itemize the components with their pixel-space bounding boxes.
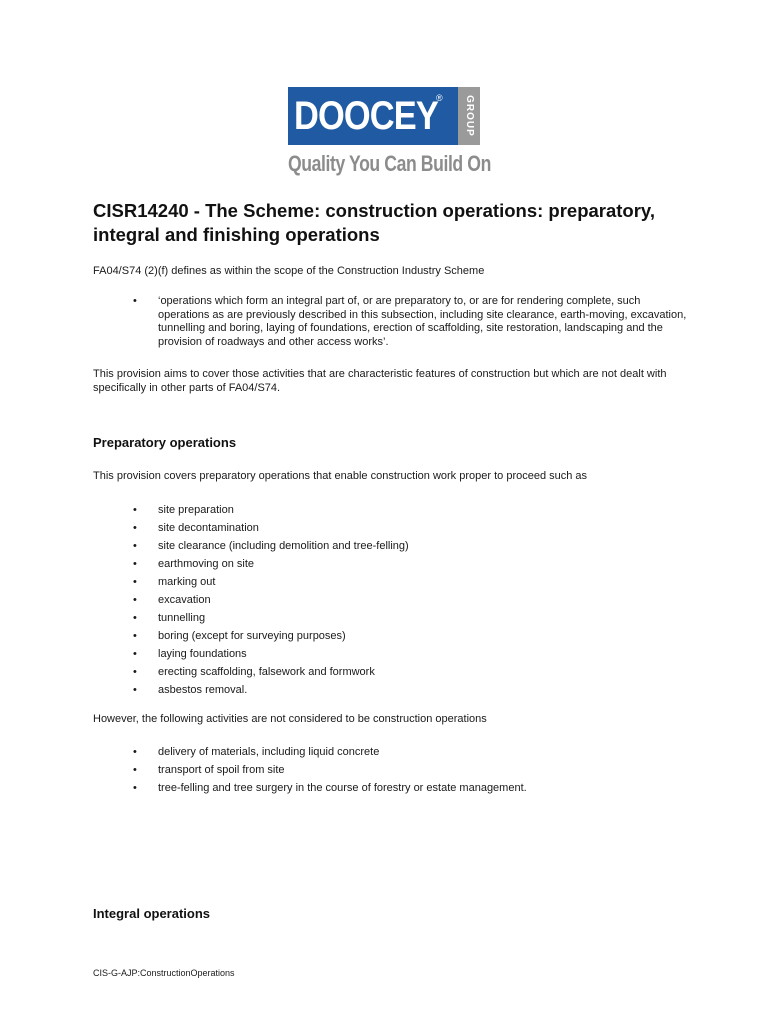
- document-title: CISR14240 - The Scheme: construction operations: preparatory, integral and finishing operations: [93, 200, 655, 245]
- list-item: [93, 537, 693, 555]
- bullet-icon: •: [133, 594, 137, 606]
- list-item-text: delivery of materials, including liquid concrete: [158, 746, 380, 758]
- list-item-text: laying foundations: [158, 648, 247, 660]
- logo-tagline: Quality You Can Build On: [288, 151, 491, 176]
- logo-wordmark-box: [288, 87, 458, 145]
- doocey-group-logo: [288, 87, 491, 179]
- preparatory-heading: Preparatory operations: [93, 435, 237, 450]
- list-item: [93, 609, 693, 627]
- list-item-text: transport of spoil from site: [158, 764, 285, 776]
- exclusion-list: [93, 743, 693, 797]
- bullet-icon: •: [133, 504, 137, 516]
- bullet-icon: •: [133, 648, 137, 660]
- bullet-icon: •: [133, 746, 137, 758]
- provision-paragraph: This provision aims to cover those activities that are characteristic features of construction but which are not dealt with specifically in other parts of FA04/S74.: [93, 368, 667, 394]
- list-item: [93, 591, 693, 609]
- list-item: [93, 627, 693, 645]
- logo-registered-mark: ®: [436, 93, 443, 103]
- list-item-text: tunnelling: [158, 612, 206, 624]
- list-item-text: boring (except for surveying purposes): [158, 630, 346, 642]
- logo-side-panel: [458, 87, 480, 145]
- list-item: [93, 555, 693, 573]
- list-item: [93, 573, 693, 591]
- list-item-text: site clearance (including demolition and tree-felling): [158, 540, 409, 552]
- list-item-text: asbestos removal.: [158, 684, 248, 696]
- list-item-text: excavation: [158, 594, 211, 606]
- list-item-text: tree-felling and tree surgery in the course of forestry or estate management.: [158, 782, 527, 794]
- bullet-icon: •: [133, 630, 137, 642]
- quote-bullet-list: [93, 295, 693, 349]
- list-item: [93, 501, 693, 519]
- logo-word: DOOCEY: [294, 94, 438, 138]
- bullet-icon: •: [133, 295, 137, 307]
- document-footer: CIS-G-AJP:ConstructionOperations: [93, 968, 235, 978]
- bullet-icon: •: [133, 684, 137, 696]
- logo-side-text: GROUP: [464, 95, 475, 137]
- preparatory-intro: This provision covers preparatory operations that enable construction work proper to proceed such as: [93, 470, 588, 482]
- list-item-text: marking out: [158, 576, 216, 588]
- bullet-icon: •: [133, 666, 137, 678]
- list-item: [93, 779, 693, 797]
- bullet-icon: •: [133, 576, 137, 588]
- quote-text: ‘operations which form an integral part of, or are preparatory to, or are for rendering complete, such operations as are previously described in this subsection, including site clearance, earth-moving, excavation, tunnelling and boring, laying of foundations, erection of scaffolding, site restoration, landscaping and the provision of roadways and other access works’.: [158, 295, 687, 348]
- bullet-icon: •: [133, 764, 137, 776]
- list-item: [93, 295, 693, 349]
- preparatory-list: [93, 501, 693, 699]
- list-item: [93, 743, 693, 761]
- list-item: [93, 645, 693, 663]
- list-item: [93, 681, 693, 699]
- list-item-text: site decontamination: [158, 522, 259, 534]
- bullet-icon: •: [133, 558, 137, 570]
- list-item-text: earthmoving on site: [158, 558, 254, 570]
- intro-paragraph: FA04/S74 (2)(f) defines as within the scope of the Construction Industry Scheme: [93, 265, 485, 277]
- bullet-icon: •: [133, 540, 137, 552]
- list-item: [93, 761, 693, 779]
- exclusion-intro: However, the following activities are not considered to be construction operations: [93, 713, 487, 725]
- list-item-text: site preparation: [158, 504, 234, 516]
- list-item: [93, 663, 693, 681]
- list-item-text: erecting scaffolding, falsework and formwork: [158, 666, 375, 678]
- bullet-icon: •: [133, 782, 137, 794]
- list-item: [93, 519, 693, 537]
- bullet-icon: •: [133, 612, 137, 624]
- integral-heading: Integral operations: [93, 906, 211, 921]
- bullet-icon: •: [133, 522, 137, 534]
